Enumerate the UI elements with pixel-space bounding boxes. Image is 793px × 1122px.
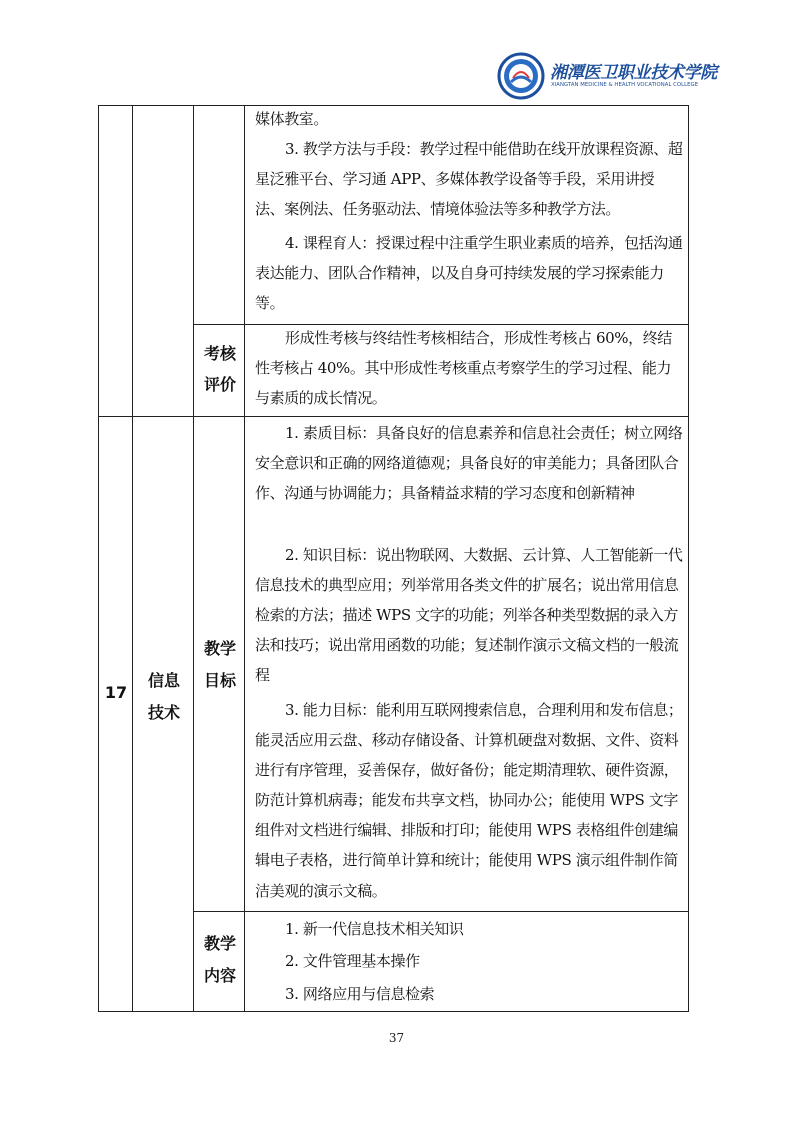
content-item-2: 2. 文件管理基本操作 bbox=[285, 952, 420, 970]
teaching-goals-label-line1: 教学 bbox=[203, 639, 236, 658]
course-name-line2: 技术 bbox=[147, 703, 180, 722]
course-name-line1: 信息 bbox=[147, 671, 180, 690]
col-divider-1 bbox=[132, 105, 133, 1012]
table-border-left bbox=[98, 105, 99, 1012]
college-emblem-icon bbox=[497, 52, 545, 100]
teaching-content-label-line1: 教学 bbox=[203, 934, 236, 953]
teaching-goals-label-line2: 目标 bbox=[203, 671, 236, 690]
table-border-bottom bbox=[98, 1011, 689, 1012]
page-number: 37 bbox=[388, 1031, 405, 1045]
content-item-3: 3. 网络应用与信息检索 bbox=[285, 985, 435, 1003]
table-border-right bbox=[688, 105, 689, 1012]
col-divider-2 bbox=[193, 105, 194, 1012]
college-name-cn: 湘潭医卫职业技术学院 bbox=[550, 63, 717, 83]
assessment-label-line1: 考核 bbox=[203, 344, 236, 363]
col-divider-3 bbox=[244, 105, 245, 1012]
college-name-en: XIANGTAN MEDICINE & HEALTH VOCATIONAL COLLEGE bbox=[551, 82, 699, 88]
assessment-label-line2: 评价 bbox=[203, 375, 236, 394]
quality-goal: 1. 素质目标：具备良好的信息素养和信息社会责任；树立网络安全意识和正确的网络道德观；具备良好的审美能力；具备团队合作、沟通与协调能力；具备精益求精的学习态度和创新精神 bbox=[255, 424, 683, 503]
course-name bbox=[134, 668, 194, 725]
row-divider-course17 bbox=[98, 416, 689, 417]
content-item-1: 1. 新一代信息技术相关知识 bbox=[285, 920, 464, 938]
course-number: 17 bbox=[104, 683, 128, 702]
row-divider-content bbox=[193, 911, 689, 912]
teaching-goals-label bbox=[196, 636, 244, 693]
college-logo bbox=[497, 52, 717, 100]
teaching-content-label-line2: 内容 bbox=[203, 966, 236, 985]
methods-continuation: 媒体教室。 bbox=[255, 110, 329, 128]
teaching-content-label bbox=[196, 931, 244, 988]
ability-goal: 3. 能力目标：能利用互联网搜索信息，合理利用和发布信息；能灵活应用云盘、移动存储设备、计算机硬盘对数据、文件、资料进行有序管理，妥善保存，做好备份；能定期清理软、硬件资源，防范计算机病毒；能发布共享文档，协同办公；能使用 WPS 文字组件对文档进行编辑、排版和打印；能使用 WPS 表格组件创建编辑电子表格，进行简单计算和统计；能使用 WPS 演示组件制作简洁美观的演示文稿。 bbox=[255, 701, 683, 900]
assessment-label bbox=[196, 341, 244, 397]
knowledge-goal: 2. 知识目标：说出物联网、大数据、云计算、人工智能新一代信息技术的典型应用；列举常用各类文件的扩展名；说出常用信息检索的方法；描述 WPS 文字的功能；列举各种类型数据的录入方法和技巧；说出常用函数的功能；复述制作演示文稿文档的一般流程 bbox=[255, 546, 683, 685]
course-education-item: 4. 课程育人：授课过程中注重学生职业素质的培养，包括沟通表达能力、团队合作精神，以及自身可持续发展的学习探索能力等。 bbox=[255, 234, 683, 313]
teaching-methods-item: 3. 教学方法与手段：教学过程中能借助在线开放课程资源、超星泛雅平台、学习通 APP、多媒体教学设备等手段，采用讲授法、案例法、任务驱动法、情境体验法等多种教学方法。 bbox=[255, 140, 683, 219]
assessment-text: 形成性考核与终结性考核相结合，形成性考核占 60%，终结性考核占 40%。其中形成性考核重点考察学生的学习过程、能力与素质的成长情况。 bbox=[255, 329, 672, 408]
